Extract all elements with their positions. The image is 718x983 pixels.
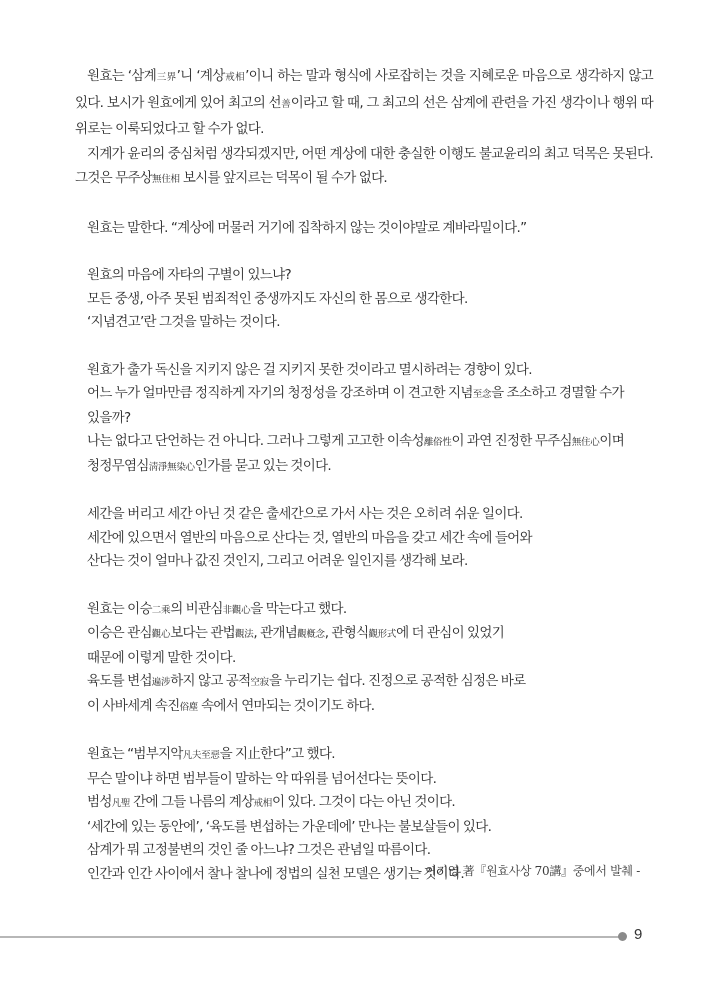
text-run: 에 더 관심이 있었기 bbox=[396, 625, 505, 641]
hanja-annotation: 觀心 bbox=[151, 629, 171, 640]
verse-block-2 bbox=[87, 264, 653, 335]
page-number: 9 bbox=[634, 926, 643, 943]
text-line: 모든 중생, 아주 못된 범죄적인 중생까지도 자신의 한 몸으로 생각한다. bbox=[87, 290, 468, 307]
text-line: ‘세간에 있는 동안에’, ‘육도를 변섭하는 가운데에’ 만나는 불보살들이 있다. bbox=[87, 818, 492, 835]
hanja-annotation: 觀槪念 bbox=[297, 629, 325, 640]
text-run: 인가를 묻고 있는 것이다. bbox=[194, 457, 332, 474]
text-line: 세간에 있으면서 열반의 마음으로 산다는 것, 열반의 마음을 갖고 세간 속에 들어와 bbox=[87, 529, 532, 546]
text-run: 이승은 관심 bbox=[87, 625, 152, 641]
hanja-annotation: 無住心 bbox=[571, 437, 600, 448]
text-run: ’이니 하는 말과 형식에 사로잡히는 것을 지혜로운 마음으로 생각하지 않고 있다. 보시가 원효에게 있어 최고의 선 bbox=[75, 68, 654, 111]
hanja-annotation: 淸淨無染心 bbox=[148, 461, 195, 473]
text-run: 어느 누가 얼마만큼 정직하게 자기의 청정성을 강조하며 이 견고한 지념 bbox=[87, 385, 473, 401]
hanja-annotation: 善 bbox=[280, 98, 291, 110]
hanja-annotation: 觀法 bbox=[235, 629, 254, 640]
text-run: 원효는 이승 bbox=[87, 600, 152, 617]
text-run: 나는 없다고 단언하는 건 아니다. 그러나 그렇게 고고한 이속성 bbox=[87, 433, 424, 449]
hanja-annotation: 至念 bbox=[472, 389, 492, 400]
text-run: 의 비관심 bbox=[170, 600, 223, 617]
text-run: 원효는 ‘삼계 bbox=[87, 68, 157, 84]
text-run: 이 있다. 그것이 다는 아닌 것이다. bbox=[271, 794, 456, 810]
text-line bbox=[87, 695, 653, 720]
hanja-annotation: 觀形式 bbox=[368, 629, 397, 640]
paragraph-2 bbox=[75, 142, 653, 193]
hanja-annotation: 遍涉 bbox=[151, 677, 171, 688]
text-run: 이라고 할 때, 그 최고의 선은 삼계에 관련을 가진 생각이나 행위 따위로는 이룩되었다고 할 수가 없다. bbox=[75, 94, 653, 137]
text-run: 을 누리기는 쉽다. 진정으로 공적한 심정은 바로 bbox=[268, 673, 526, 689]
text-line: 삼계가 뭐 고정불변의 것인 줄 아느냐? 그것은 관념일 따름이다. bbox=[87, 842, 431, 858]
text-run: ’니 ‘계상 bbox=[176, 68, 225, 84]
essay-body bbox=[75, 64, 653, 886]
text-run: 이 사바세계 속진 bbox=[87, 697, 180, 714]
text-line: 무슨 말이냐 하면 범부들이 말하는 악 따위를 넘어선다는 뜻이다. bbox=[87, 770, 437, 787]
hanja-annotation: 空寂 bbox=[250, 677, 269, 688]
text-line bbox=[87, 670, 653, 695]
text-line bbox=[87, 622, 653, 647]
text-run: 을 막는다고 했다. bbox=[250, 600, 347, 617]
text-line: 때문에 이렇게 말한 것이다. bbox=[87, 649, 236, 666]
text-run: 하지 않고 공적 bbox=[170, 673, 251, 689]
hanja-annotation: 非觀心 bbox=[222, 604, 251, 616]
text-run: 청정무염심 bbox=[87, 457, 149, 474]
text-line bbox=[87, 430, 653, 455]
text-line: 세간을 버리고 세간 아닌 것 같은 출세간으로 가서 사는 것은 오히려 쉬운 일이다. bbox=[87, 506, 523, 522]
hanja-annotation: 凡聖 bbox=[111, 798, 131, 809]
text-line bbox=[87, 382, 653, 407]
text-run: 속에서 연마되는 것이기도 하다. bbox=[197, 697, 375, 714]
source-credit: - 이기영 著『원효사상 70講』중에서 발췌 - bbox=[417, 864, 640, 878]
hanja-annotation: 二乘 bbox=[151, 604, 171, 616]
text-line: ‘지념견고’란 그것을 말하는 것이다. bbox=[87, 314, 280, 330]
hanja-annotation: 凡夫至惡 bbox=[182, 750, 220, 761]
text-run: 을 지止한다”고 했다. bbox=[219, 746, 335, 762]
text-line: 인간과 인간 사이에서 찰나 찰나에 정법의 실천 모델은 생기는 것이다. bbox=[87, 865, 464, 882]
text-run: 범성 bbox=[87, 794, 112, 810]
text-line bbox=[87, 598, 653, 623]
text-run: 간에 그들 나름의 계상 bbox=[130, 794, 254, 810]
verse-block-3 bbox=[87, 359, 653, 480]
text-line: 있을까? bbox=[87, 409, 131, 426]
text-run: 지계가 윤리의 중심처럼 생각되겠지만, 어떤 계상에 대한 충실한 이행도 불교윤리의 최고 덕목은 못된다. 그것은 무주상 bbox=[75, 145, 653, 186]
text-line: 원효의 마음에 자타의 구별이 있느냐? bbox=[87, 267, 291, 283]
text-run: 보다는 관법 bbox=[170, 625, 235, 641]
text-line bbox=[87, 791, 653, 816]
hanja-annotation: 俗塵 bbox=[179, 701, 198, 713]
text-run: , 관형식 bbox=[324, 625, 369, 641]
text-run: 원효는 “범부지악 bbox=[87, 746, 183, 762]
text-run: 이 과연 진정한 무주심 bbox=[451, 433, 572, 449]
hanja-annotation: 無住相 bbox=[152, 174, 180, 185]
text-run: 을 조소하고 경멸할 수가 bbox=[491, 385, 624, 401]
footer-divider bbox=[0, 936, 622, 938]
hanja-annotation: 戒相 bbox=[253, 798, 272, 809]
footer-bullet-icon bbox=[618, 932, 627, 941]
text-line: 원효는 말한다. “계상에 머물러 거기에 집착하지 않는 것이야말로 계바라밀이다.” bbox=[87, 219, 527, 236]
hanja-annotation: 離俗性 bbox=[423, 437, 452, 448]
text-run: 육도를 변섭 bbox=[87, 673, 152, 689]
hanja-annotation: 戒相 bbox=[224, 72, 246, 83]
text-run: 보시를 앞지르는 덕목이 될 수가 없다. bbox=[179, 170, 388, 186]
text-run: , 관개념 bbox=[253, 625, 298, 641]
hanja-annotation: 三界 bbox=[156, 72, 177, 83]
text-line: 산다는 것이 얼마나 값진 것인지, 그리고 어려운 일인지를 생각해 보라. bbox=[87, 553, 468, 569]
text-run: 이며 bbox=[599, 433, 625, 449]
text-line bbox=[87, 743, 653, 768]
quote-block-1 bbox=[87, 217, 653, 241]
verse-block-4 bbox=[87, 503, 653, 574]
text-line bbox=[87, 455, 653, 480]
verse-block-5 bbox=[87, 598, 653, 720]
text-line: 원효가 출가 독신을 지키지 않은 걸 지키지 못한 것이라고 멸시하려는 경향이 있다. bbox=[87, 361, 532, 378]
paragraph-1 bbox=[75, 64, 653, 142]
